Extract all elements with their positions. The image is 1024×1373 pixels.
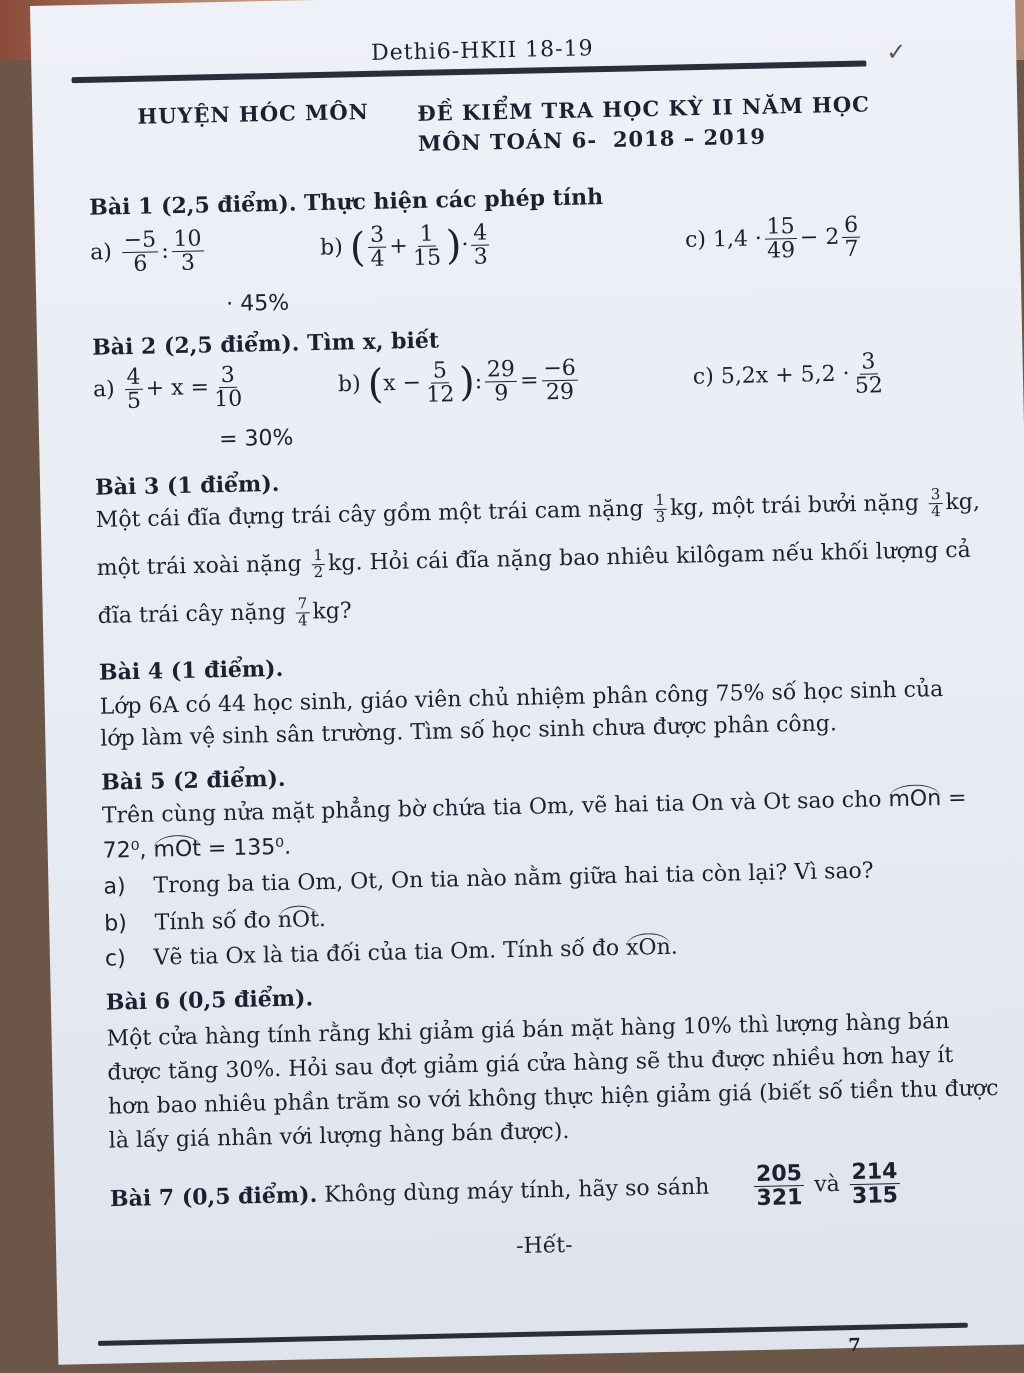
- fraction: $\frac{1}{15}$: [412, 221, 442, 272]
- fraction: $\frac{3}{4}$: [930, 485, 941, 520]
- text: kg, một trái bưởi nặng: [669, 490, 920, 521]
- fraction: $\frac{3}{4}$: [369, 222, 385, 273]
- bai3-title: Bài 3 (1 điểm).: [94, 470, 280, 501]
- header-rule: [71, 60, 866, 83]
- operator: − 2: [799, 224, 840, 251]
- fraction: $\frac{10}{3}$: [171, 227, 204, 275]
- fraction: $\frac{205}{321}$: [755, 1161, 803, 1212]
- bai1-a: [90, 227, 208, 277]
- bai2-a: [93, 364, 248, 414]
- end-mark: -Hết-: [515, 1232, 573, 1260]
- fraction: $\frac{5}{12}$: [426, 358, 455, 408]
- fraction: $\frac{29}{9}$: [485, 358, 518, 406]
- bai4-line2: lớp làm vệ sinh sân trường. Tìm số học sinh chưa được phân công.: [100, 711, 838, 752]
- angle-mOt: mOt: [153, 836, 202, 863]
- bai1-a-label: a): [89, 239, 113, 266]
- bai2-a-extra: = 30%: [218, 425, 294, 453]
- bai1-b-label: b): [319, 235, 344, 261]
- fraction: $\frac{1}{2}$: [313, 545, 324, 581]
- variable: x −: [383, 370, 422, 397]
- footer-rule: [98, 1323, 968, 1346]
- operator: :: [474, 369, 483, 395]
- angle-mOn: mOn: [888, 786, 942, 813]
- bai5-c: [105, 933, 678, 972]
- text: .: [670, 934, 679, 960]
- exam-title: ĐỀ KIỂM TRA HỌC KỲ II NĂM HỌC: [417, 91, 871, 126]
- text: và: [813, 1171, 841, 1198]
- operator: =: [519, 368, 539, 394]
- text: kg?: [312, 598, 352, 625]
- bai6-line3: hơn bao nhiêu phần trăm so với không thực hiện giảm giá (biết số tiền thu được: [107, 1075, 999, 1120]
- text: Trong ba tia Om, Ot, On tia nào nằm giữa hai tia còn lại? Vì sao?: [153, 858, 874, 899]
- bai2-c-label: c) 5,2x + 5,2 ·: [692, 361, 850, 390]
- text: một trái xoài nặng: [96, 551, 302, 581]
- text: Một cái đĩa đựng trái cây gồm một trái cam nặng: [95, 496, 644, 533]
- fraction: $\frac{214}{315}$: [851, 1159, 899, 1210]
- bai1-title: Bài 1 (2,5 điểm). Thực hiện các phép tính: [88, 184, 604, 221]
- bai2-b: [338, 357, 582, 409]
- district-name: HUYỆN HÓC MÔN: [137, 98, 370, 129]
- bai4-line1: Lớp 6A có 44 học sinh, giáo viên chủ nhiệm phân công 75% số học sinh của: [99, 677, 944, 720]
- page-number: 7: [848, 1334, 861, 1357]
- text: Không dùng máy tính, hãy so sánh: [323, 1174, 710, 1208]
- operator: + x =: [145, 374, 210, 402]
- text: .: [318, 907, 327, 933]
- item-label: a): [103, 874, 126, 900]
- paren-close: ): [445, 222, 462, 269]
- bai5-a: [103, 859, 874, 900]
- fraction: $\frac{4}{5}$: [126, 364, 142, 415]
- fraction: $\frac{-6}{29}$: [541, 357, 578, 405]
- bai6-line2: được tăng 30%. Hỏi sau đợt giảm giá cửa hàng sẽ thu được nhiều hơn hay ít: [107, 1042, 954, 1086]
- bai1-b: [320, 221, 493, 272]
- text: Trên cùng nửa mặt phẳng bờ chứa tia Om, vẽ hai tia On và Ot sao cho: [101, 787, 882, 829]
- item-label: b): [103, 911, 128, 937]
- bai2-b-label: b): [337, 371, 361, 398]
- operator: +: [389, 233, 409, 260]
- bai5-line2: [102, 833, 291, 864]
- fraction: $\frac{6}{7}$: [843, 212, 859, 263]
- fraction: $\frac{-5}{6}$: [121, 228, 158, 276]
- angle-xOn: xOn: [625, 934, 672, 961]
- paren-close: ): [458, 359, 476, 406]
- bai4-title: Bài 4 (1 điểm).: [98, 655, 284, 686]
- fraction: $\frac{15}{49}$: [766, 214, 796, 264]
- bai2-a-label: a): [92, 376, 116, 403]
- text: đĩa trái cây nặng: [97, 600, 287, 629]
- item-label: c): [104, 946, 126, 972]
- bai1-a-extra: · 45%: [226, 290, 290, 317]
- fraction: $\frac{7}{4}$: [297, 594, 308, 630]
- bai2-title: Bài 2 (2,5 điểm). Tìm x, biết: [91, 327, 440, 361]
- bai3-line3: [97, 595, 352, 633]
- text: Vẽ tia Ox là tia đối của tia Om. Tính số đo: [153, 935, 620, 971]
- bai6-line1: Một cửa hàng tính rằng khi giảm giá bán mặt hàng 10% thì lượng hàng bán: [106, 1008, 950, 1052]
- text: 72⁰,: [102, 837, 147, 864]
- angle-nOt: nOt: [277, 907, 320, 934]
- fraction: $\frac{3}{52}$: [854, 349, 884, 399]
- text: = 135⁰.: [207, 834, 292, 862]
- bai5-title: Bài 5 (2 điểm).: [101, 765, 286, 796]
- bai6-title: Bài 6 (0,5 điểm).: [105, 985, 314, 1016]
- operator: =: [947, 785, 967, 811]
- school-year: 2018 – 2019: [612, 123, 767, 152]
- fraction: $\frac{1}{3}$: [655, 490, 666, 526]
- paren-open: (: [349, 224, 366, 271]
- subject: MÔN TOÁN 6-: [417, 127, 598, 156]
- fraction: $\frac{3}{10}$: [213, 362, 243, 413]
- bai5-b: [104, 905, 326, 937]
- exam-paper: [30, 0, 1024, 1365]
- bai7-title: Bài 7 (0,5 điểm).: [109, 1181, 318, 1213]
- bai2-c: [692, 350, 888, 401]
- paren-open: (: [367, 361, 384, 408]
- bai1-c-label: c) 1,4 ·: [684, 226, 763, 253]
- operator: :: [161, 238, 169, 264]
- text: kg,: [945, 489, 981, 516]
- fraction: $\frac{4}{3}$: [472, 220, 488, 270]
- bai3-line2: [96, 534, 971, 585]
- operator: ·: [461, 232, 469, 258]
- bai7: [110, 1160, 904, 1224]
- bai1-c: [685, 214, 864, 265]
- text: kg. Hỏi cái đĩa nặng bao nhiêu kilôgam nếu khối lượng cả: [327, 537, 971, 577]
- text: Tính số đo: [154, 908, 272, 936]
- corner-check-mark: ✓: [885, 37, 907, 67]
- bai6-line4: là lấy giá nhân với lượng hàng bán được).: [108, 1118, 570, 1154]
- exam-code: Dethi6-HKII 18-19: [370, 36, 594, 66]
